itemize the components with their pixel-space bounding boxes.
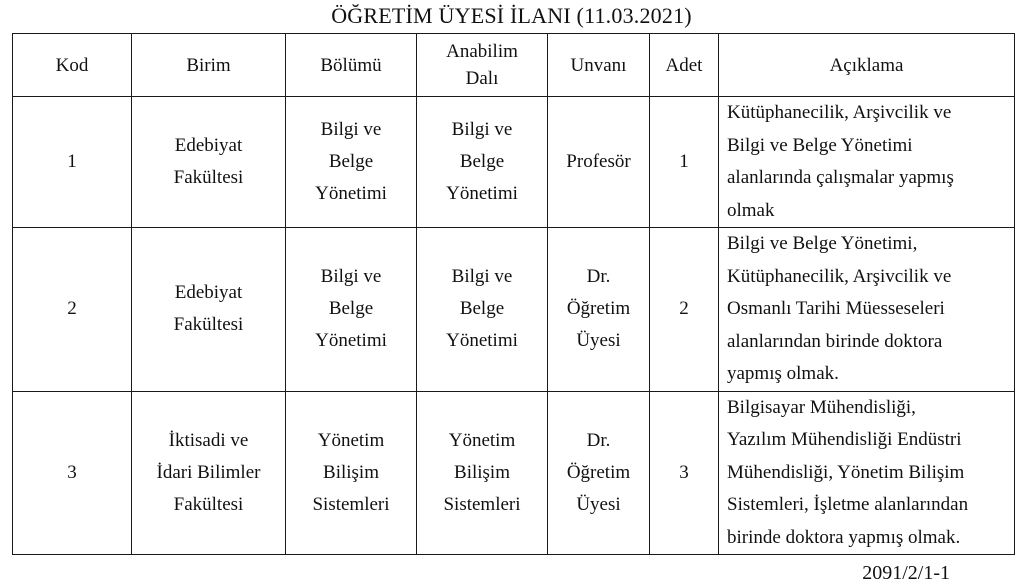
cell-line: Belge [328,298,374,320]
cell-unvani [548,97,650,228]
header-anabilim-dali [417,34,548,97]
cell-bolumu [286,391,417,555]
announcement-table [12,33,1015,555]
cell-unvani [548,391,650,555]
cell-line: Bilgi ve [320,266,382,288]
header-adet: Adet [650,34,719,97]
cell-line: Bilgi ve Belge Yönetimi, [727,233,918,254]
cell-line: Edebiyat [174,282,243,304]
table-row [13,97,1015,228]
header-aciklama: Açıklama [719,34,1015,97]
cell-line: Yönetim [317,429,385,451]
cell-line: Yönetimi [315,183,387,204]
cell-line: yapmış olmak. [727,363,839,384]
cell-line: Yönetim [448,429,516,451]
cell-aciklama [719,391,1015,555]
cell-line: İktisadi ve [168,429,249,451]
cell-line: Bilgi ve [320,119,382,140]
cell-birim [132,228,286,392]
cell-line: Sistemleri [443,493,521,515]
cell-line: Yönetimi [446,330,518,352]
cell-line: Bilgi ve [451,266,513,288]
header-row [13,34,1015,97]
cell-line: Bilişim [454,461,510,483]
cell-birim [132,391,286,555]
cell-anabilim-dali [417,391,548,555]
cell-adet: 3 [650,391,719,555]
cell-line: Bilgisayar Mühendisliği, [727,396,916,418]
document-reference-number: 2091/2/1-1 [862,562,950,584]
header-kod: Kod [13,34,132,97]
cell-line: birinde doktora yapmış olmak. [727,526,961,548]
cell-line: Edebiyat [174,135,243,156]
cell-bolumu [286,228,417,392]
header-bolumu: Bölümü [286,34,417,97]
cell-line: Kütüphanecilik, Arşivcilik ve [727,265,952,287]
cell-unvani [548,228,650,392]
cell-line: Sistemleri, İşletme alanlarından [727,494,969,515]
cell-adet: 1 [650,97,719,228]
cell-line: Fakültesi [173,314,244,336]
header-anabilim-line: Anabilim [446,41,518,62]
cell-line: Fakültesi [173,167,244,188]
cell-line: Belge [328,151,374,172]
cell-line: alanlarından birinde doktora [727,330,943,352]
cell-adet: 2 [650,228,719,392]
header-unvani: Unvanı [548,34,650,97]
cell-kod: 3 [13,391,132,555]
cell-line: Dr. [586,266,611,288]
cell-line: Bilgi ve [451,119,513,140]
cell-line: Yazılım Mühendisliği Endüstri [727,429,962,450]
cell-line: Belge [459,151,505,172]
cell-aciklama [719,228,1015,392]
cell-line: Belge [459,298,505,320]
header-dali-line: Dalı [465,68,499,89]
cell-line: olmak [727,199,775,221]
cell-line: Öğretim [566,461,631,483]
cell-bolumu [286,97,417,228]
table-row [13,228,1015,392]
cell-birim [132,97,286,228]
cell-line: alanlarında çalışmalar yapmış [727,167,954,188]
cell-line: Osmanlı Tarihi Müesseseleri [727,298,945,319]
cell-line: Sistemleri [312,493,390,515]
cell-aciklama [719,97,1015,228]
document-title: ÖĞRETİM ÜYESİ İLANI (11.03.2021) [331,3,692,28]
cell-anabilim-dali [417,97,548,228]
cell-line: Bilişim [323,461,379,483]
cell-line: Dr. [586,429,611,451]
cell-line: Üyesi [576,493,621,515]
cell-line: İdari Bilimler [156,461,261,483]
cell-line: Öğretim [566,298,631,320]
cell-line: Fakültesi [173,493,244,515]
cell-line: Üyesi [576,330,621,352]
cell-anabilim-dali [417,228,548,392]
cell-line: Profesör [566,151,631,172]
cell-line: Kütüphanecilik, Arşivcilik ve [727,102,952,123]
table-row [13,391,1015,555]
cell-line: Mühendisliği, Yönetim Bilişim [727,461,965,483]
cell-kod: 1 [13,97,132,228]
cell-line: Yönetimi [446,183,518,204]
cell-line: Bilgi ve Belge Yönetimi [727,134,913,156]
cell-kod: 2 [13,228,132,392]
header-birim: Birim [132,34,286,97]
cell-line: Yönetimi [315,330,387,352]
